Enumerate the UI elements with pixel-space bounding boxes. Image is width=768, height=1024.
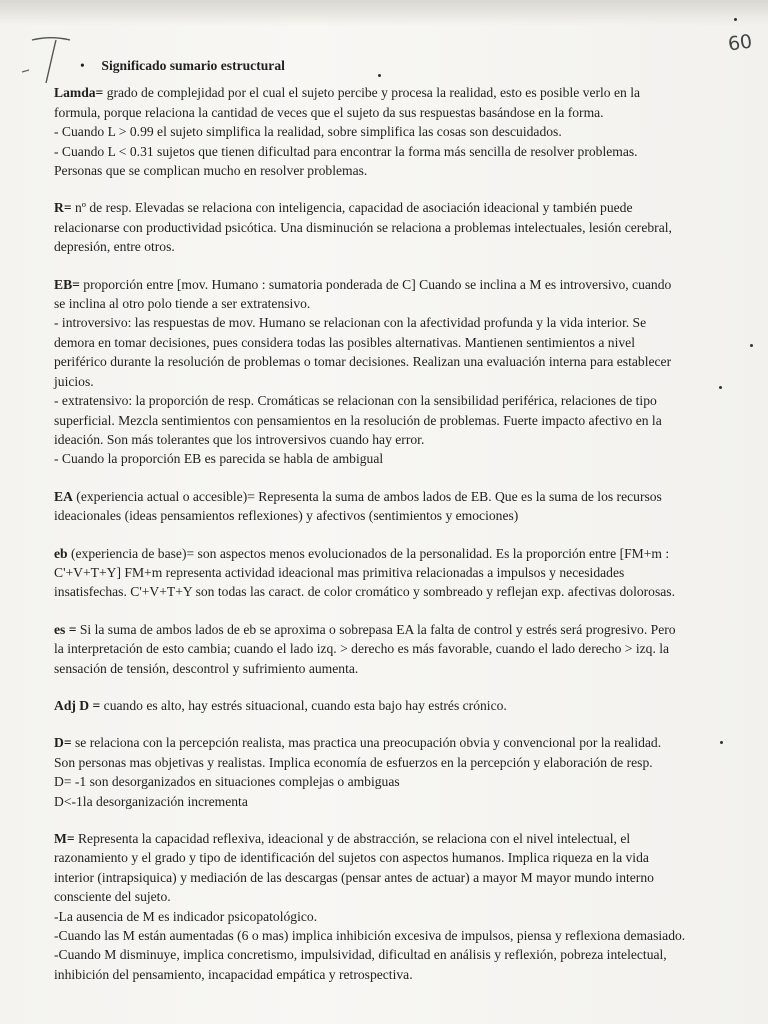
line-text: insatisfechas. C'+V+T+Y son todas las caract. de color cromático y sombreado y reflejan exp. afectivas dolorosas. xyxy=(54,584,675,600)
line-text: nº de resp. Elevadas se relaciona con inteligencia, capacidad de asociación ideacional y también puede xyxy=(71,200,633,216)
scan-speck xyxy=(378,74,381,77)
line-text: relacionarse con productividad psicótica. Una disminución se relaciona a problemas intelectuales, lesión cerebral, xyxy=(54,219,672,235)
document-body xyxy=(54,56,760,984)
term-label: Lamda= xyxy=(54,85,104,101)
line-text: - Cuando L > 0.99 el sujeto simplifica la realidad, sobre simplifica las cosas son descuidados. xyxy=(54,124,562,140)
line-text: depresión, entre otros. xyxy=(54,239,175,255)
paragraph-line xyxy=(54,733,760,752)
paragraph-line xyxy=(54,352,760,371)
paragraph-line xyxy=(54,313,760,332)
paragraph-line xyxy=(54,142,760,161)
paragraph-line xyxy=(54,926,760,945)
paragraph-line xyxy=(54,907,760,926)
line-text: -Cuando M disminuye, implica concretismo, impulsividad, dificultad en análisis y reflexión, pobreza intelectual, xyxy=(54,947,667,963)
term-label: EA xyxy=(54,488,73,504)
section-paragraph xyxy=(54,620,760,678)
paragraph-line xyxy=(54,83,760,102)
term-label: R= xyxy=(54,200,72,216)
paragraph-line xyxy=(54,753,760,772)
scan-speck xyxy=(734,18,737,21)
paragraph-line xyxy=(54,544,760,563)
paragraph-line xyxy=(54,506,760,525)
line-text: - Cuando la proporción EB es parecida se habla de ambigual xyxy=(54,451,384,467)
paragraph-line xyxy=(54,294,760,313)
line-text: inhibición del pensamiento, incapacidad empática y retrospectiva. xyxy=(54,966,413,982)
paragraph-line xyxy=(54,218,760,237)
line-text: cuando es alto, hay estrés situacional, cuando esta bajo hay estrés crónico. xyxy=(100,697,507,713)
line-text: formula, porque relaciona la cantidad de veces que el sujeto da sus respuestas basándose en la forma. xyxy=(54,104,604,120)
paragraph-line xyxy=(54,391,760,410)
term-label: M= xyxy=(54,831,75,846)
line-text: - Cuando L < 0.31 sujetos que tienen dificultad para encontrar la forma más sencilla de resolver problemas. xyxy=(54,143,638,159)
paragraph-line xyxy=(54,792,760,811)
paragraph-line xyxy=(54,430,760,449)
paragraph-line xyxy=(54,563,760,582)
line-text: consciente del sujeto. xyxy=(54,889,171,905)
term-label: es = xyxy=(54,621,77,637)
paragraph-line xyxy=(54,122,760,141)
section-paragraph xyxy=(54,696,760,715)
paragraph-line xyxy=(54,772,760,791)
paragraph-line xyxy=(54,696,760,715)
sections-container xyxy=(54,83,760,984)
scan-speck xyxy=(719,386,722,389)
line-text: - introversivo: las respuestas de mov. Humano se relacionan con la afectividad profunda y la vida interior. Se xyxy=(54,315,647,331)
section-paragraph xyxy=(54,733,760,811)
scan-speck xyxy=(750,344,753,347)
line-text: D<-1la desorganización incrementa xyxy=(54,793,248,809)
line-text: ideación. Son más tolerantes que los introversivos cuando hay error. xyxy=(54,431,425,447)
section-paragraph xyxy=(54,83,760,180)
page-title: Significado sumario estructural xyxy=(101,58,285,73)
line-text: Representa la capacidad reflexiva, ideacional y de abstracción, se relaciona con el nivel intelectual, el xyxy=(74,831,631,846)
line-text: ideacionales (ideas pensamientos reflexiones) y afectivos (sentimientos y emociones) xyxy=(54,508,519,524)
line-text: -La ausencia de M es indicador psicopatológico. xyxy=(54,908,318,924)
line-text: interior (intrapsiquica) y mediación de las descargas (pensar antes de actuar) a mayor M mayor mundo interno xyxy=(54,869,654,885)
paragraph-line xyxy=(54,887,760,906)
term-label: eb xyxy=(54,545,68,561)
term-label: D= xyxy=(54,735,72,751)
section-paragraph xyxy=(54,829,760,984)
paragraph-line xyxy=(54,372,760,391)
line-text: se relaciona con la percepción realista, mas practica una preocupación obvia y convencional por la realidad. xyxy=(71,735,662,751)
line-text: la interpretación de esto cambia; cuando el lado izq. > derecho es más favorable, cuando el lado derecho > izq. la xyxy=(54,641,670,657)
paragraph-line xyxy=(54,582,760,601)
line-text: - extratensivo: la proporción de resp. Cromáticas se relacionan con la sensibilidad periférica, relaciones de tipo xyxy=(54,393,657,409)
page-top-edge xyxy=(0,0,768,26)
line-text: D= -1 son desorganizados en situaciones complejas o ambiguas xyxy=(54,774,400,790)
section-paragraph xyxy=(54,544,760,602)
line-text: -Cuando las M están aumentadas (6 o mas) implica inhibición excesiva de impulsos, piensa y reflexiona demasiado. xyxy=(54,928,686,944)
term-label: EB= xyxy=(54,276,80,292)
paragraph-line xyxy=(54,659,760,678)
section-paragraph xyxy=(54,198,760,256)
paragraph-line xyxy=(54,103,760,122)
paragraph-line xyxy=(54,275,760,294)
paragraph-line xyxy=(54,198,760,217)
paragraph-line xyxy=(54,487,760,506)
line-text: Son personas mas objetivas y realistas. Implica economía de esfuerzos en la percepción y elaboración de resp. xyxy=(54,754,653,770)
section-paragraph xyxy=(54,275,760,469)
term-label: Adj D = xyxy=(54,697,101,713)
line-text: sensación de tensión, descontrol y sufrimiento aumenta. xyxy=(54,660,359,676)
line-text: (experiencia actual o accesible)= Representa la suma de ambos lados de EB. Que es la suma de los recursos xyxy=(72,488,662,504)
scan-speck xyxy=(720,741,723,744)
section-title-row xyxy=(54,56,760,75)
line-text: demora en tomar decisiones, pues considera todas las posibles alternativas. Mantienen sentimientos a nivel xyxy=(54,334,635,350)
line-text: juicios. xyxy=(54,373,94,389)
line-text: superficial. Mezcla sentimientos con pensamientos en la resolución de problemas. Fuerte impacto afectivo en la xyxy=(54,412,662,428)
line-text: Personas que se complican mucho en resolver problemas. xyxy=(54,163,368,179)
bullet-icon: • xyxy=(80,58,85,73)
paragraph-line xyxy=(54,829,760,848)
paragraph-line xyxy=(54,848,760,867)
line-text: se inclina al otro polo tiende a ser extratensivo. xyxy=(54,296,311,312)
page-number: 60 xyxy=(726,30,754,56)
paragraph-line xyxy=(54,945,760,964)
line-text: grado de complejidad por el cual el sujeto percibe y procesa la realidad, esto es posible verlo en la xyxy=(103,85,641,101)
paragraph-line xyxy=(54,639,760,658)
paragraph-line xyxy=(54,449,760,468)
line-text: razonamiento y el grado y tipo de identificación del sujetos con aspectos humanos. Implica riqueza en la vida xyxy=(54,850,649,866)
paragraph-line xyxy=(54,965,760,984)
paragraph-line xyxy=(54,333,760,352)
line-text: Si la suma de ambos lados de eb se aproxima o sobrepasa EA la falta de control y estrés será progresivo. Pero xyxy=(76,621,676,637)
line-text: (experiencia de base)= son aspectos menos evolucionados de la personalidad. Es la proporción entre [FM+m : xyxy=(67,545,670,561)
paragraph-line xyxy=(54,237,760,256)
paragraph-line xyxy=(54,161,760,180)
paragraph-line xyxy=(54,868,760,887)
line-text: C'+V+T+Y] FM+m representa actividad ideacional mas primitiva relacionadas a impulsos y necesidades xyxy=(54,564,625,580)
line-text: periférico durante la resolución de problemas o tomar decisiones. Realizan una evaluación interna para establecer xyxy=(54,354,672,370)
line-text: proporción entre [mov. Humano : sumatoria ponderada de C] Cuando se inclina a M es introversivo, cuando xyxy=(79,276,672,292)
paragraph-line xyxy=(54,411,760,430)
section-paragraph xyxy=(54,487,760,526)
paragraph-line xyxy=(54,620,760,639)
